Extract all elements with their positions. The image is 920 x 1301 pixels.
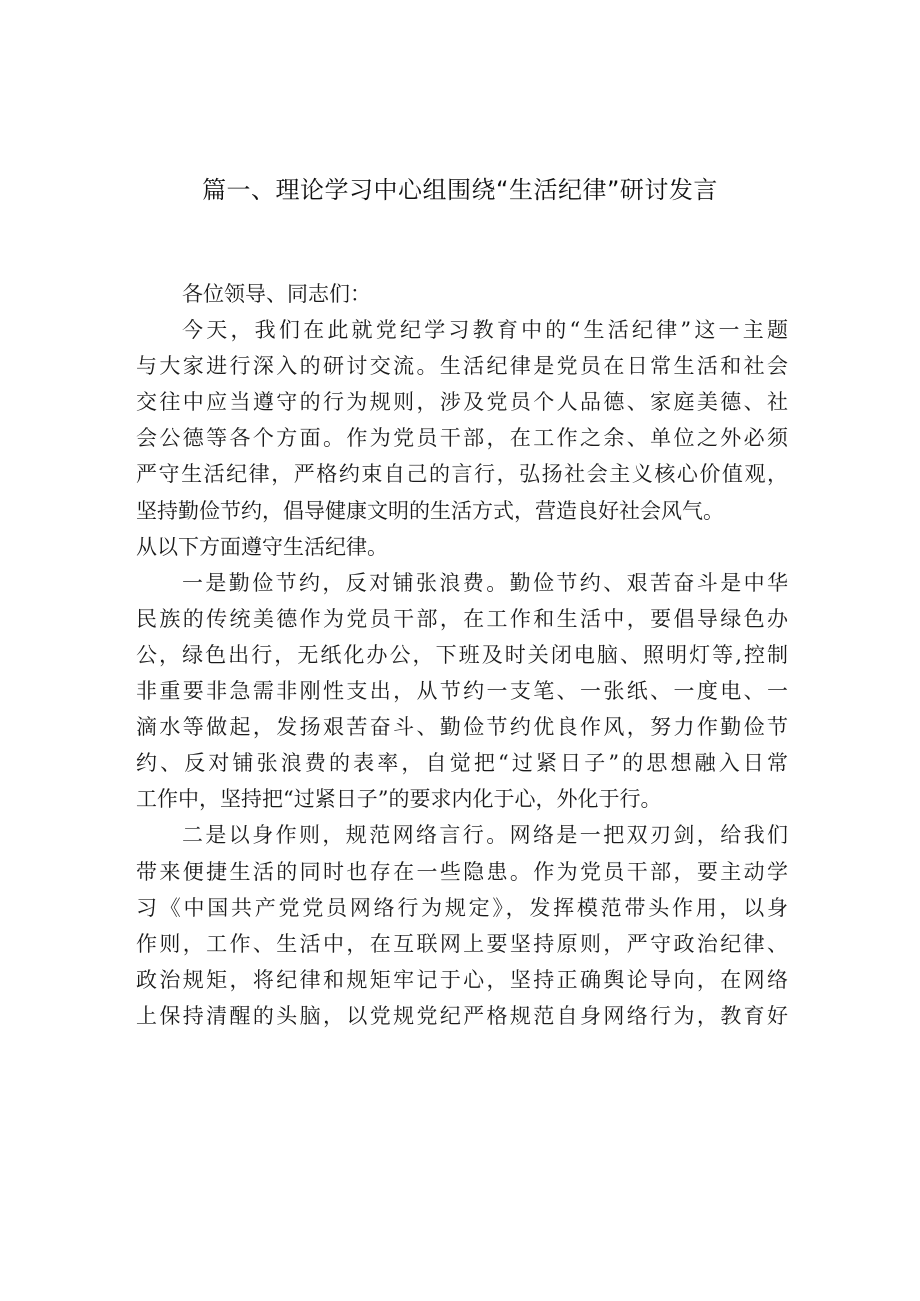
body-line: 公，绿色出行，无纸化办公，下班及时关闭电脑、照明灯等,控制	[136, 642, 788, 667]
document-body	[136, 276, 788, 1034]
body-line: 约、反对铺张浪费的表率，自觉把“过紧日子”的思想融入日常	[136, 751, 788, 776]
body-line: 从以下方面遵守生活纪律。	[136, 534, 388, 559]
body-line: 二是以身作则，规范网络言行。网络是一把双刃剑，给我们	[182, 823, 788, 848]
body-line: 坚持勤俭节约，倡导健康文明的生活方式，营造良好社会风气。	[136, 498, 724, 523]
body-line: 一是勤俭节约，反对铺张浪费。勤俭节约、艰苦奋斗是中华	[182, 570, 788, 595]
body-line: 滴水等做起，发扬艰苦奋斗、勤俭节约优良作风，努力作勤俭节	[136, 715, 788, 740]
body-line: 习《中国共产党党员网络行为规定》，发挥模范带头作用，以身	[136, 895, 788, 920]
body-line: 带来便捷生活的同时也存在一些隐患。作为党员干部，要主动学	[136, 859, 788, 884]
body-line: 今天，我们在此就党纪学习教育中的“生活纪律”这一主题	[182, 318, 788, 343]
body-line: 严守生活纪律，严格约束自己的言行，弘扬社会主义核心价值观，	[136, 462, 788, 487]
body-line: 各位领导、同志们：	[182, 282, 371, 306]
body-line: 交往中应当遵守的行为规则，涉及党员个人品德、家庭美德、社	[136, 390, 788, 415]
body-line: 作则，工作、生活中，在互联网上要坚持原则，严守政治纪律、	[136, 931, 788, 956]
body-line: 上保持清醒的头脑，以党规党纪严格规范自身网络行为，教育好	[136, 1003, 788, 1028]
body-line: 与大家进行深入的研讨交流。生活纪律是党员在日常生活和社会	[136, 354, 788, 379]
body-line: 非重要非急需非刚性支出，从节约一支笔、一张纸、一度电、一	[136, 679, 788, 704]
document-title: 篇一、理论学习中心组围绕“生活纪律”研讨发言	[202, 176, 718, 204]
body-line: 民族的传统美德作为党员干部，在工作和生活中，要倡导绿色办	[136, 606, 788, 631]
body-line: 工作中，坚持把“过紧日子”的要求内化于心，外化于行。	[136, 787, 662, 812]
body-line: 政治规矩，将纪律和规矩牢记于心，坚持正确舆论导向，在网络	[136, 967, 788, 992]
body-line: 会公德等各个方面。作为党员干部，在工作之余、单位之外必须	[136, 426, 788, 451]
